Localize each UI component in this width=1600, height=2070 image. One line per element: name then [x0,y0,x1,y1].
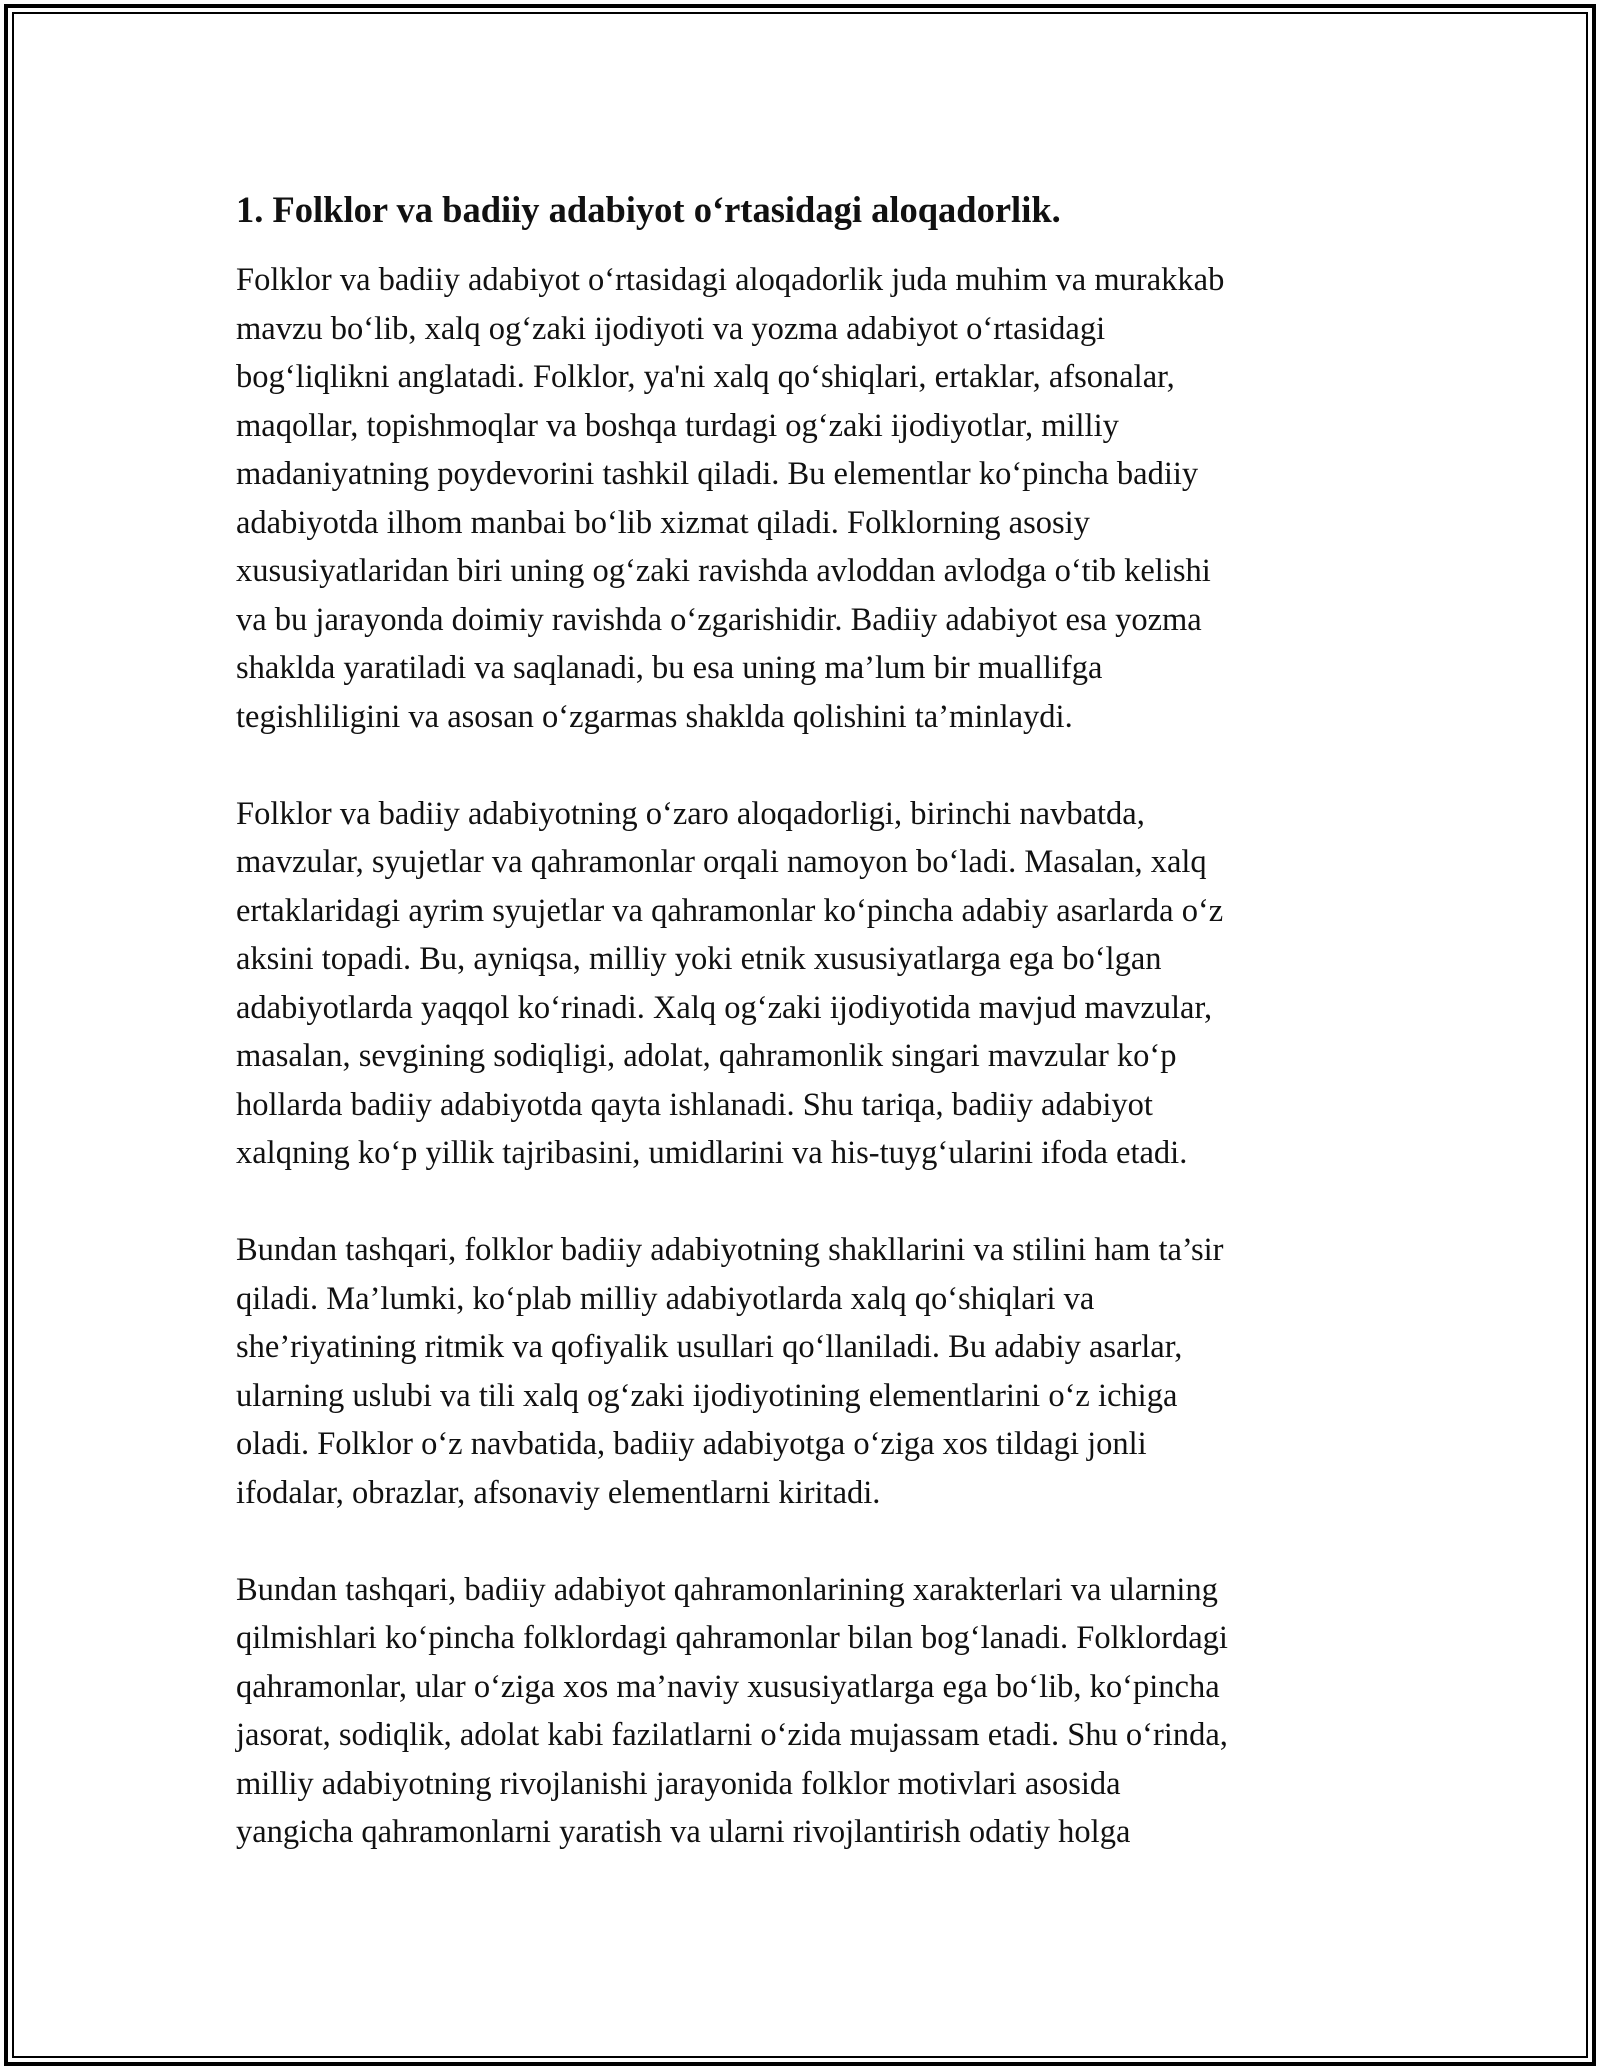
paragraph-1 [236,256,1366,741]
text-line: hollarda badiiy adabiyotda qayta ishlanadi. Shu tariqa, badiiy adabiyot [236,1086,1153,1123]
text-line: tegishliligini va asosan o‘zgarmas shaklda qolishini ta’minlaydi. [236,698,1073,735]
text-line: xalqning ko‘p yillik tajribasini, umidlarini va his-tuyg‘ularini ifoda etadi. [236,1135,1188,1171]
text-line: qilmishlari ko‘pincha folklordagi qahramonlar bilan bog‘lanadi. Folklordagi [236,1620,1228,1656]
text-line: adabiyotda ilhom manbai bo‘lib xizmat qiladi. Folklorning asosiy [236,504,1090,541]
text-line: qiladi. Ma’lumki, ko‘plab milliy adabiyotlarda xalq qo‘shiqlari va [236,1280,1095,1317]
text-line: adabiyotlarda yaqqol ko‘rinadi. Xalq og‘zaki ijodiyotida mavjud mavzular, [236,989,1213,1026]
text-line: oladi. Folklor o‘z navbatida, badiiy adabiyotga o‘ziga xos tildagi jonli [236,1426,1147,1462]
text-line: va bu jarayonda doimiy ravishda o‘zgarishidir. Badiiy adabiyot esa yozma [236,601,1202,638]
text-line: madaniyatning poydevorini tashkil qiladi. Bu elementlar ko‘pincha badiiy [236,456,1199,492]
text-line: maqollar, topishmoqlar va boshqa turdagi og‘zaki ijodiyotlar, milliy [236,407,1119,444]
text-line: qahramonlar, ular o‘ziga xos ma’naviy xususiyatlarga ega bo‘lib, ko‘pincha [236,1668,1220,1705]
text-line: mavzular, syujetlar va qahramonlar orqali namoyon bo‘ladi. Masalan, xalq [236,844,1207,880]
paragraph-gap [236,741,1366,790]
paragraph-gap [236,1178,1366,1227]
text-line: yangicha qahramonlarni yaratish va ularni rivojlantirish odatiy holga [236,1814,1131,1850]
text-line: Folklor va badiiy adabiyot o‘rtasidagi aloqadorlik juda muhim va murakkab [236,262,1225,298]
text-line: xususiyatlaridan biri uning og‘zaki ravishda avloddan avlodga o‘tib kelishi [236,553,1211,589]
paragraph-2 [236,790,1366,1178]
paragraph-3 [236,1226,1366,1517]
text-line: Bundan tashqari, folklor badiiy adabiyotning shakllarini va stilini ham ta’sir [236,1232,1224,1268]
paragraph-gap [236,1517,1366,1566]
text-line: ifodalar, obrazlar, afsonaviy elementlarni kiritadi. [236,1474,881,1511]
text-line: masalan, sevgining sodiqligi, adolat, qahramonlik singari mavzular ko‘p [236,1038,1177,1074]
text-line: bog‘liqlikni anglatadi. Folklor, ya'ni xalq qo‘shiqlari, ertaklar, afsonalar, [236,359,1175,395]
section-heading: 1. Folklor va badiiy adabiyot o‘rtasidagi aloqadorlik. [236,189,1061,230]
paragraph-4 [236,1566,1366,1857]
text-line: Bundan tashqari, badiiy adabiyot qahramonlarining xarakterlari va ularning [236,1571,1218,1608]
text-line: milliy adabiyotning rivojlanishi jarayonida folklor motivlari asosida [236,1765,1121,1802]
text-line: shaklda yaratiladi va saqlanadi, bu esa uning ma’lum bir muallifga [236,650,1103,686]
text-line: ularning uslubi va tili xalq og‘zaki ijodiyotining elementlarini o‘z ichiga [236,1377,1178,1414]
text-line: jasorat, sodiqlik, adolat kabi fazilatlarni o‘zida mujassam etadi. Shu o‘rinda, [236,1717,1228,1753]
text-line: ertaklaridagi ayrim syujetlar va qahramonlar ko‘pincha adabiy asarlarda o‘z [236,892,1224,929]
text-line: she’riyatining ritmik va qofiyalik usullari qo‘llaniladi. Bu adabiy asarlar, [236,1329,1183,1365]
text-line: aksini topadi. Bu, ayniqsa, milliy yoki etnik xususiyatlarga ega bo‘lgan [236,941,1162,977]
document-body [236,186,1366,1857]
text-line: mavzu bo‘lib, xalq og‘zaki ijodiyoti va yozma adabiyot o‘rtasidagi [236,310,1106,347]
text-line: Folklor va badiiy adabiyotning o‘zaro aloqadorligi, birinchi navbatda, [236,795,1145,832]
